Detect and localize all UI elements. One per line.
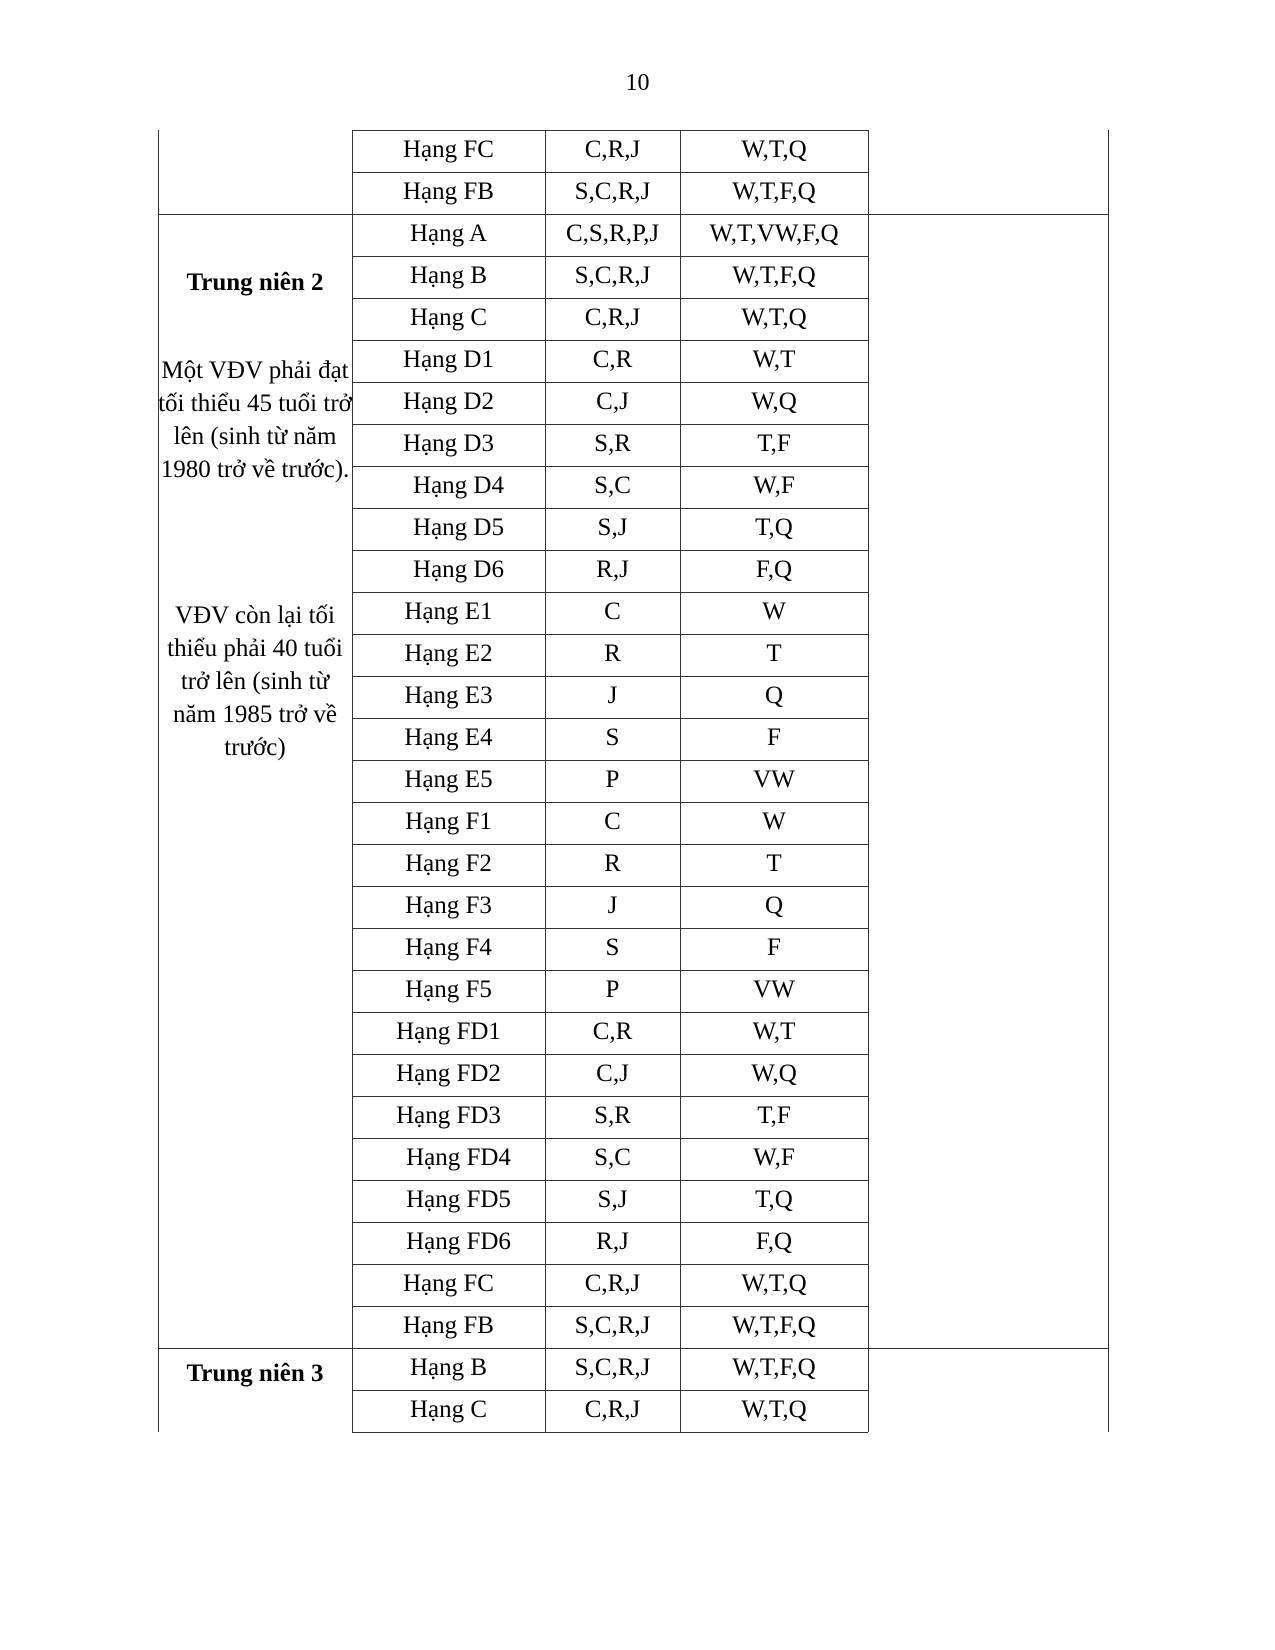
codes-cell: T bbox=[766, 640, 782, 667]
rank-cell: Hạng D6 bbox=[413, 556, 504, 583]
codes-cell: T,Q bbox=[755, 514, 793, 541]
table-top-border bbox=[352, 130, 868, 131]
group-divider bbox=[158, 1348, 1108, 1349]
eligibility-note: VĐV còn lại tối thiểu phải 40 tuổi trở lên (sinh từ năm 1985 trở về trước) bbox=[167, 602, 343, 761]
events-cell: C bbox=[604, 808, 621, 835]
rank-cell: Hạng F5 bbox=[405, 976, 492, 1003]
events-cell: S,R bbox=[594, 430, 631, 457]
events-cell: P bbox=[605, 766, 620, 793]
codes-cell: W,T,F,Q bbox=[732, 1354, 816, 1381]
codes-cell: W,T bbox=[752, 346, 796, 373]
events-cell: R bbox=[604, 640, 621, 667]
rank-cell: Hạng FB bbox=[403, 1312, 494, 1339]
events-cell: S,C bbox=[594, 472, 631, 499]
row-divider bbox=[352, 760, 868, 761]
events-cell: S,C,R,J bbox=[574, 178, 651, 205]
rank-cell: Hạng E3 bbox=[404, 682, 493, 709]
events-cell: C,J bbox=[596, 388, 629, 415]
events-cell: R,J bbox=[596, 556, 629, 583]
rank-cell: Hạng FD5 bbox=[406, 1186, 511, 1213]
rank-cell: Hạng FC bbox=[403, 1270, 494, 1297]
events-cell: S bbox=[605, 724, 620, 751]
rank-cell: Hạng FD3 bbox=[396, 1102, 501, 1129]
codes-cell: W bbox=[762, 598, 786, 625]
codes-cell: W,T,VW,F,Q bbox=[709, 220, 839, 247]
row-divider bbox=[352, 634, 868, 635]
row-divider bbox=[352, 1432, 868, 1433]
events-cell: R bbox=[604, 850, 621, 877]
row-divider bbox=[352, 718, 868, 719]
events-cell: R,J bbox=[596, 1228, 629, 1255]
rank-cell: Hạng E5 bbox=[404, 766, 493, 793]
codes-cell: W,T,Q bbox=[741, 304, 807, 331]
codes-cell: F,Q bbox=[755, 556, 793, 583]
codes-cell: T,F bbox=[757, 1102, 791, 1129]
events-cell: S bbox=[605, 934, 620, 961]
rank-cell: Hạng D2 bbox=[403, 388, 494, 415]
events-cell: S,C,R,J bbox=[574, 262, 651, 289]
codes-cell: W bbox=[762, 808, 786, 835]
events-cell: J bbox=[607, 682, 618, 709]
row-divider bbox=[352, 508, 868, 509]
rank-cell: Hạng F2 bbox=[405, 850, 492, 877]
rank-cell: Hạng FD2 bbox=[396, 1060, 501, 1087]
rank-cell: Hạng C bbox=[409, 1396, 488, 1423]
codes-cell: W,T,F,Q bbox=[732, 262, 816, 289]
row-divider bbox=[352, 1054, 868, 1055]
codes-cell: VW bbox=[753, 976, 795, 1003]
events-cell: S,J bbox=[597, 514, 628, 541]
group-divider bbox=[158, 214, 1108, 215]
rank-cell: Hạng F4 bbox=[405, 934, 492, 961]
rank-cell: Hạng D3 bbox=[403, 430, 494, 457]
eligibility-note: Một VĐV phải đạt tối thiểu 45 tuổi trở lên (sinh từ năm 1980 trở về trước). bbox=[158, 357, 352, 483]
row-divider bbox=[352, 592, 868, 593]
page-number: 10 bbox=[625, 70, 650, 96]
codes-cell: T bbox=[766, 850, 782, 877]
table-right-border bbox=[1108, 130, 1109, 1432]
row-divider bbox=[352, 970, 868, 971]
codes-cell: W,T,Q bbox=[741, 1396, 807, 1423]
events-cell: S,J bbox=[597, 1186, 628, 1213]
row-divider bbox=[352, 382, 868, 383]
events-cell: P bbox=[605, 976, 620, 1003]
row-divider bbox=[352, 844, 868, 845]
rank-cell: Hạng FD1 bbox=[396, 1018, 501, 1045]
events-cell: C,S,R,P,J bbox=[565, 220, 660, 247]
events-cell: C,R bbox=[592, 1018, 633, 1045]
codes-cell: W,T,F,Q bbox=[732, 178, 816, 205]
row-divider bbox=[352, 550, 868, 551]
rank-cell: Hạng D4 bbox=[413, 472, 504, 499]
events-cell: C,R,J bbox=[584, 1396, 641, 1423]
rank-cell: Hạng C bbox=[409, 304, 488, 331]
row-divider bbox=[352, 172, 868, 173]
rank-cell: Hạng E1 bbox=[404, 598, 493, 625]
rank-cell: Hạng FC bbox=[403, 136, 494, 163]
events-cell: C,R,J bbox=[584, 304, 641, 331]
codes-cell: W,F bbox=[753, 1144, 795, 1171]
codes-cell: VW bbox=[753, 766, 795, 793]
events-cell: S,C,R,J bbox=[574, 1354, 651, 1381]
codes-cell: Q bbox=[764, 682, 784, 709]
codes-cell: W,T,F,Q bbox=[732, 1312, 816, 1339]
events-cell: C,R,J bbox=[584, 136, 641, 163]
rank-cell: Hạng F3 bbox=[405, 892, 492, 919]
events-cell: J bbox=[607, 892, 618, 919]
events-cell: S,R bbox=[594, 1102, 631, 1129]
codes-cell: F,Q bbox=[755, 1228, 793, 1255]
codes-cell: Q bbox=[764, 892, 784, 919]
row-divider bbox=[352, 340, 868, 341]
codes-cell: W,Q bbox=[751, 1060, 797, 1087]
codes-cell: F bbox=[767, 934, 781, 961]
rank-cell: Hạng A bbox=[409, 220, 488, 247]
row-divider bbox=[352, 1138, 868, 1139]
rank-cell: Hạng E2 bbox=[404, 640, 493, 667]
row-divider bbox=[352, 1012, 868, 1013]
events-cell: C,R bbox=[592, 346, 633, 373]
rank-cell: Hạng FD4 bbox=[406, 1144, 511, 1171]
rank-cell: Hạng D5 bbox=[413, 514, 504, 541]
rank-cell: Hạng D1 bbox=[403, 346, 494, 373]
codes-cell: W,F bbox=[753, 472, 795, 499]
row-divider bbox=[352, 928, 868, 929]
rank-cell: Hạng B bbox=[409, 1354, 488, 1381]
row-divider bbox=[352, 424, 868, 425]
events-cell: C bbox=[604, 598, 621, 625]
events-cell: C,R,J bbox=[584, 1270, 641, 1297]
row-divider bbox=[352, 676, 868, 677]
events-cell: S,C,R,J bbox=[574, 1312, 651, 1339]
row-divider bbox=[352, 1096, 868, 1097]
rank-cell: Hạng FB bbox=[403, 178, 494, 205]
events-cell: C,J bbox=[596, 1060, 629, 1087]
row-divider bbox=[352, 256, 868, 257]
codes-cell: T,F bbox=[757, 430, 791, 457]
row-divider bbox=[352, 1306, 868, 1307]
codes-cell: W,T,Q bbox=[741, 1270, 807, 1297]
row-divider bbox=[352, 1180, 868, 1181]
table-left-border bbox=[158, 130, 159, 1432]
row-divider bbox=[352, 802, 868, 803]
codes-cell: F bbox=[767, 724, 781, 751]
rank-cell: Hạng B bbox=[409, 262, 488, 289]
codes-cell: T,Q bbox=[755, 1186, 793, 1213]
rank-cell: Hạng F1 bbox=[405, 808, 492, 835]
row-divider bbox=[352, 1390, 868, 1391]
rank-cell: Hạng FD6 bbox=[406, 1228, 511, 1255]
rank-cell: Hạng E4 bbox=[404, 724, 493, 751]
row-divider bbox=[352, 886, 868, 887]
row-divider bbox=[352, 298, 868, 299]
row-divider bbox=[352, 1222, 868, 1223]
events-cell: S,C bbox=[594, 1144, 631, 1171]
row-divider bbox=[352, 1264, 868, 1265]
codes-cell: W,T,Q bbox=[741, 136, 807, 163]
row-divider bbox=[352, 466, 868, 467]
group-title: Trung niên 2 bbox=[186, 269, 324, 296]
column-divider-3 bbox=[868, 130, 869, 1432]
group-title: Trung niên 3 bbox=[186, 1360, 324, 1387]
codes-cell: W,Q bbox=[751, 388, 797, 415]
codes-cell: W,T bbox=[752, 1018, 796, 1045]
